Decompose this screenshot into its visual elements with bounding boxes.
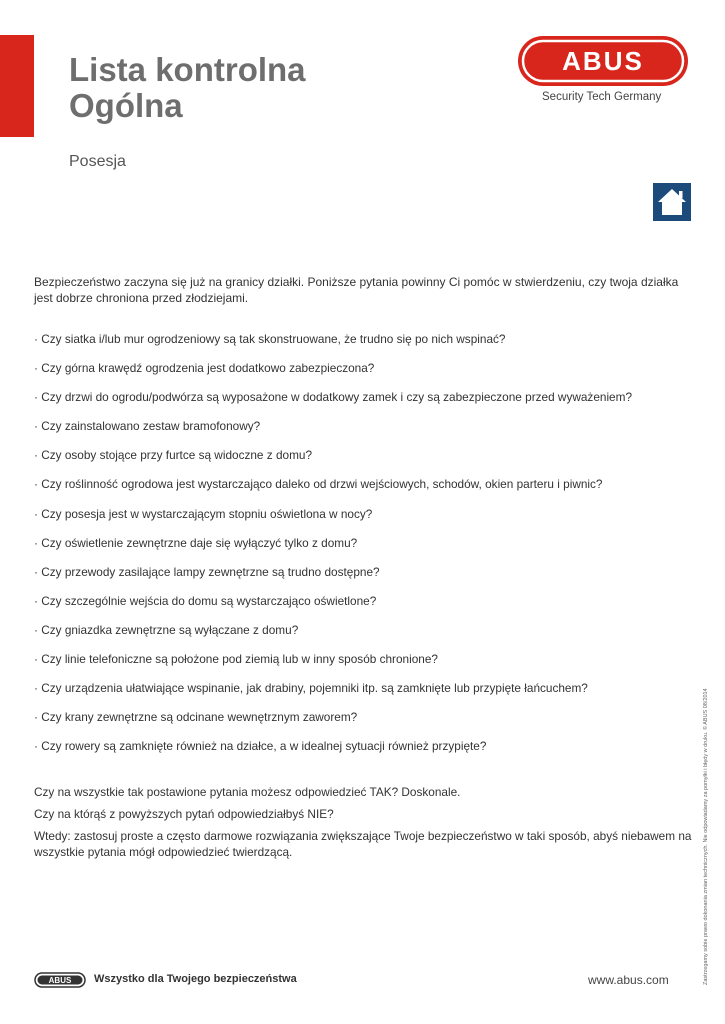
red-accent-bar — [0, 35, 34, 137]
list-item: · Czy rowery są zamknięte również na działce, a w idealnej sytuacji również przypięte? — [34, 738, 694, 767]
footer-abus-logo — [34, 972, 86, 988]
conclusion — [34, 784, 699, 866]
conclusion-line-2: Czy na którąś z powyższych pytań odpowiedziałbyś NIE? — [34, 807, 334, 821]
title-line-2: Ogólna — [69, 87, 183, 124]
intro-text: Bezpieczeństwo zaczyna się już na granicy działki. Poniższe pytania powinny Ci pomóc w stwierdzeniu, czy twoja działka jest dobrze chroniona przed złodziejami. — [34, 275, 679, 305]
list-item: · Czy linie telefoniczne są położone pod ziemią lub w inny sposób chronione? — [34, 651, 694, 680]
website-link[interactable]: www.abus.com — [588, 973, 669, 987]
conclusion-line-3: Wtedy: zastosuj proste a często darmowe rozwiązania zwiększające Twoje bezpieczeństwo w taki sposób, abyś niebawem na wszystkie pytania mógł odpowiedzieć twierdzącą. — [34, 829, 692, 859]
footer-slogan: Wszystko dla Twojego bezpieczeństwa — [94, 973, 297, 985]
logo-text: ABUS — [562, 46, 644, 76]
conclusion-line-1: Czy na wszystkie tak postawione pytania możesz odpowiedzieć TAK? Doskonale. — [34, 785, 461, 799]
house-icon — [653, 183, 691, 221]
page-subtitle: Posesja — [69, 153, 126, 170]
footer-logo-text: ABUS — [48, 976, 72, 986]
list-item: · Czy gniazdka zewnętrzne są wyłączane z domu? — [34, 622, 694, 651]
list-item: · Czy przewody zasilające lampy zewnętrzne są trudno dostępne? — [34, 564, 694, 593]
list-item: · Czy osoby stojące przy furtce są widoczne z domu? — [34, 447, 694, 476]
list-item: · Czy siatka i/lub mur ogrodzeniowy są tak skonstruowane, że trudno się po nich wspinać? — [34, 331, 694, 360]
abus-logo — [516, 34, 690, 88]
checklist-questions — [34, 331, 694, 767]
list-item: · Czy drzwi do ogrodu/podwórza są wyposażone w dodatkowy zamek i czy są zabezpieczone przed wyważeniem? — [34, 389, 694, 418]
list-item: · Czy urządzenia ułatwiające wspinanie, jak drabiny, pojemniki itp. są zamknięte lub przypięte łańcuchem? — [34, 680, 694, 709]
page-title — [69, 52, 306, 124]
list-item: · Czy krany zewnętrzne są odcinane wewnętrznym zaworem? — [34, 709, 694, 738]
brand-tagline: Security Tech Germany — [542, 91, 662, 103]
list-item: · Czy zainstalowano zestaw bramofonowy? — [34, 418, 694, 447]
list-item: · Czy oświetlenie zewnętrzne daje się wyłączyć tylko z domu? — [34, 535, 694, 564]
legal-disclaimer: Zastrzegamy sobie prawo dokonania zmian technicznych. Nie odpowiadamy za pomyłki i błędy w druku. © ABUS 08/2014 — [703, 688, 709, 985]
list-item: · Czy szczególnie wejścia do domu są wystarczająco oświetlone? — [34, 593, 694, 622]
list-item: · Czy roślinność ogrodowa jest wystarczająco daleko od drzwi wejściowych, schodów, okien parteru i piwnic? — [34, 476, 694, 505]
list-item: · Czy posesja jest w wystarczającym stopniu oświetlona w nocy? — [34, 506, 694, 535]
title-line-1: Lista kontrolna — [69, 51, 306, 88]
list-item: · Czy górna krawędź ogrodzenia jest dodatkowo zabezpieczona? — [34, 360, 694, 389]
